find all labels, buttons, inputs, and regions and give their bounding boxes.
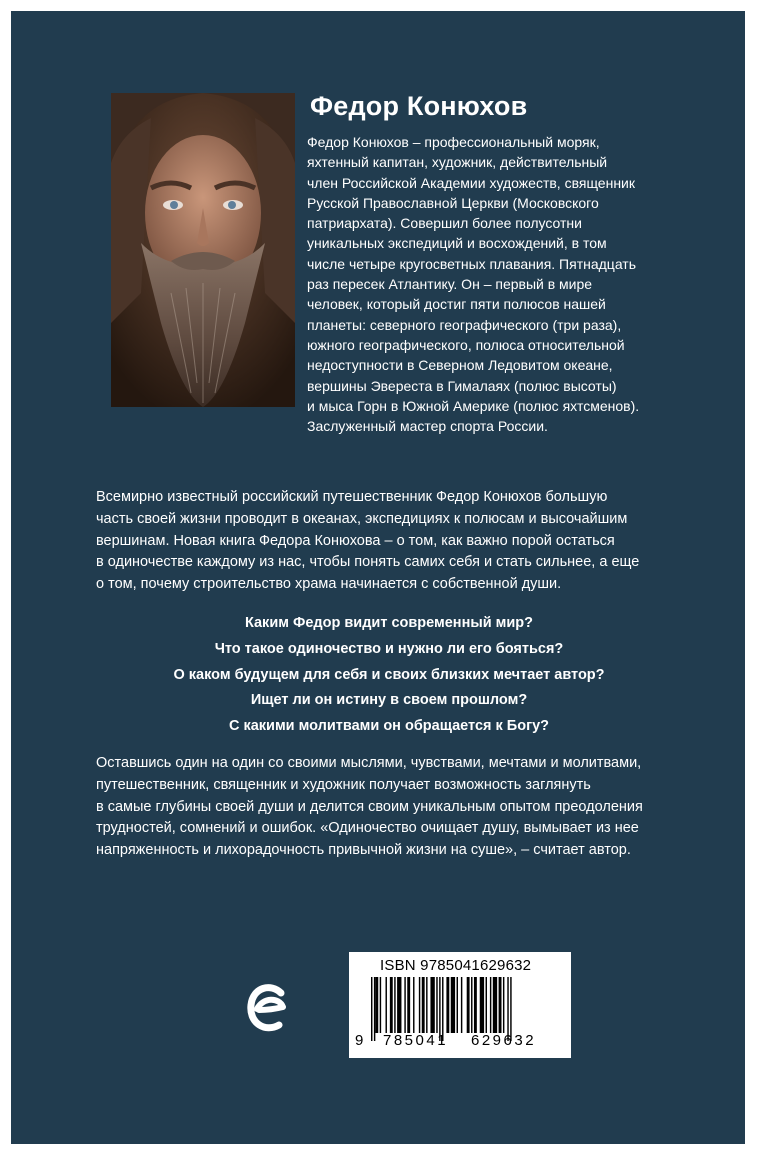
bio-line: недоступности в Северном Ледовитом океане, — [307, 357, 613, 374]
bio-line: патриархата). Совершил более полусотни — [307, 215, 582, 232]
closing-paragraph — [96, 753, 716, 862]
barcode-bar — [413, 977, 414, 1033]
author-bio — [307, 132, 727, 436]
barcode-digits-left: 785041 — [383, 1032, 449, 1049]
barcode-bar — [375, 977, 378, 1033]
barcode-bar — [457, 977, 458, 1033]
barcode-bar — [397, 977, 401, 1033]
barcode-bar — [386, 977, 387, 1033]
outro-line: трудностей, сомнений и ошибок. «Одиночество очищает душу, вымывает из нее — [96, 820, 639, 837]
portrait-illustration — [111, 93, 295, 407]
question-item: О каком будущем для себя и своих близких мечтает автор? — [173, 666, 605, 683]
barcode-bar — [451, 977, 455, 1033]
description-line: о том, почему строительство храма начинается с собственной души. — [96, 576, 562, 593]
book-description — [96, 487, 696, 596]
bio-line: и мыса Горн в Южной Америке (полюс яхтсменов). — [307, 397, 640, 414]
barcode-digits-right: 629632 — [471, 1032, 537, 1049]
description-line: часть своей жизни проводит в океанах, экспедициях к полюсам и высочайшим — [96, 510, 628, 527]
bio-line: Заслуженный мастер спорта России. — [307, 418, 548, 435]
outro-line: в самые глубины своей души и делится своим уникальным опытом преодоления — [96, 798, 643, 815]
bio-line: Федор Конюхов – профессиональный моряк, — [307, 134, 600, 150]
barcode-bar — [371, 977, 372, 1041]
barcode-bar — [499, 977, 502, 1033]
author-name-heading: Федор Конюхов — [310, 91, 528, 121]
barcode-bar — [461, 977, 462, 1033]
barcode-bar — [426, 977, 427, 1033]
bio-line: член Российской Академии художеств, священник — [307, 174, 635, 191]
bio-line: уникальных экспедиций и восхождений, в том — [307, 235, 607, 252]
barcode-bar — [467, 977, 470, 1033]
bio-line: человек, который достиг пяти полюсов нашей — [307, 296, 606, 313]
barcode-bar — [380, 977, 381, 1033]
outro-line: путешественник, священник и художник получает возможность заглянуть — [96, 776, 591, 793]
barcode-bar — [422, 977, 425, 1033]
description-line: Всемирно известный российский путешественник Федор Конюхов большую — [96, 489, 608, 505]
isbn-label: ISBN 9785041629632 — [380, 957, 532, 974]
barcode-bar — [407, 977, 410, 1033]
author-portrait-photo — [111, 93, 295, 407]
barcode-bar — [404, 977, 405, 1033]
eksmo-logo-icon — [245, 979, 295, 1039]
description-line: вершинам. Новая книга Федора Конюхова – о том, как важно порой остаться — [96, 532, 615, 549]
barcode-bar — [486, 977, 487, 1033]
bio-line: южного географического, полюса относительной — [307, 336, 625, 353]
bio-line: раз пересек Атлантику. Он – первый в мире — [307, 276, 593, 293]
bio-line: вершины Эвереста в Гималаях (полюс высоты) — [307, 377, 617, 394]
bio-line: яхтенный капитан, художник, действительный — [307, 154, 608, 171]
question-item: Каким Федор видит современный мир? — [244, 615, 534, 631]
barcode-digit-first: 9 — [355, 1032, 364, 1049]
barcode-bar — [471, 977, 472, 1033]
question-item: Ищет ли он истину в своем прошлом? — [250, 692, 528, 709]
barcode-bar — [490, 977, 491, 1033]
barcode-bar — [394, 977, 395, 1033]
outro-line: напряженность и лихорадочность привычной жизни на суше», – считает автор. — [96, 842, 631, 859]
description-line: в одиночестве каждому из нас, чтобы понять самих себя и стать сильнее, а еще — [96, 554, 640, 571]
barcode-bar — [493, 977, 497, 1033]
barcode-bar — [446, 977, 449, 1033]
bio-line: планеты: северного географического (три раза), — [307, 316, 622, 333]
barcode-bar — [480, 977, 484, 1033]
bio-line: числе четыре кругосветных плавания. Пятнадцать — [307, 255, 637, 272]
bio-line: Русской Православной Церкви (Московского — [307, 194, 599, 211]
barcode-bar — [503, 977, 504, 1033]
question-item: Что такое одиночество и нужно ли его бояться? — [214, 640, 564, 657]
back-cover — [11, 11, 745, 1144]
barcode-bar — [374, 977, 375, 1041]
barcode-bar — [390, 977, 393, 1033]
barcode-bar — [436, 977, 437, 1033]
questions-list — [22, 611, 756, 740]
barcode-bar — [419, 977, 420, 1033]
question-item: С какими молитвами он обращается к Богу? — [228, 718, 550, 735]
barcode-bar — [430, 977, 434, 1033]
barcode-bar — [474, 977, 477, 1033]
barcode-panel — [349, 952, 571, 1058]
outro-line: Оставшись один на один со своими мыслями, чувствами, мечтами и молитвами, — [96, 755, 642, 771]
